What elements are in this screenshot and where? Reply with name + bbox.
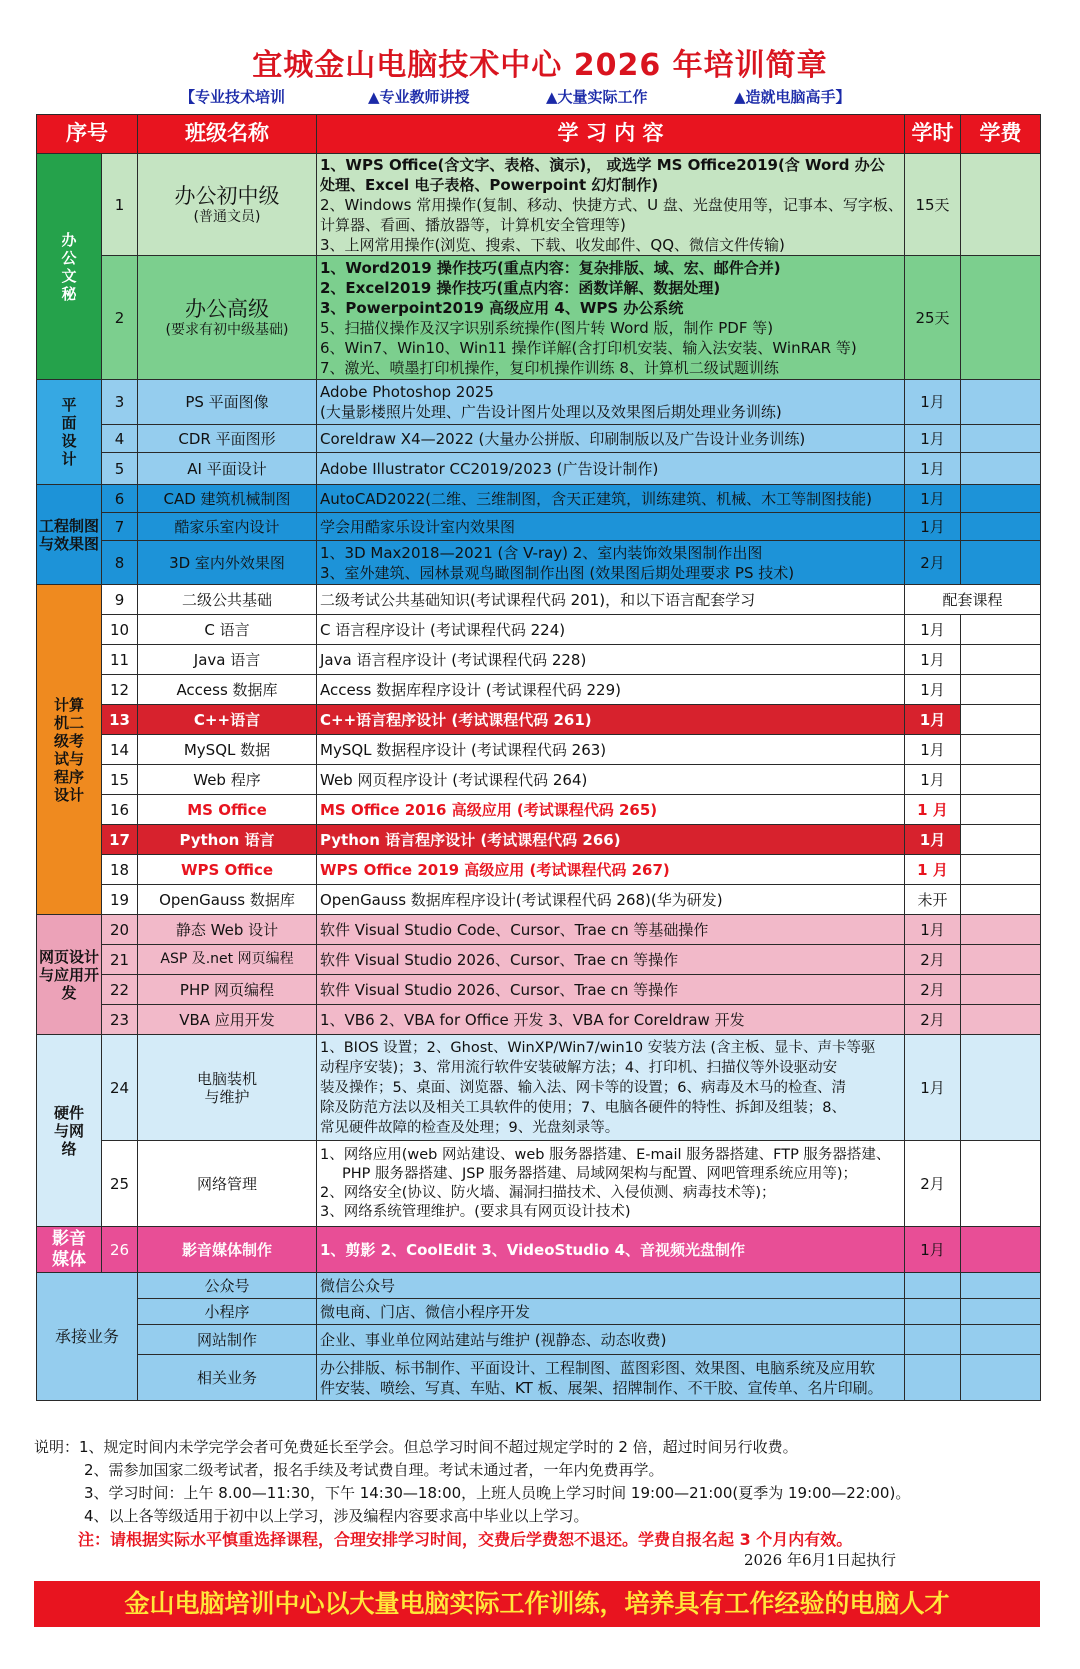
course-content: AutoCAD2022(二维、三维制图，含天正建筑，训练建筑、机械、木工等制图技能) [317,485,905,513]
row-no: 15 [102,765,138,795]
service-name: 公众号 [138,1273,317,1299]
content-line: 3、上网常用操作(浏览、搜索、下载、收发邮件、QQ、微信文件传输) [320,235,785,254]
row-no: 21 [102,945,138,975]
course-hours: 1月 [905,825,961,855]
course-hours: 未开 [905,885,961,915]
warning-note: 注：请根据实际水平慎重选择课程，合理安排学习时间，交费后学费恕不退还。学费自报名起 3 个月内有效。 [78,1530,853,1549]
course-name: 静态 Web 设计 [138,915,317,945]
content-line: 3、Powerpoint2019 高级应用 4、WPS 办公系统 [320,298,684,317]
row-no: 6 [102,485,138,513]
table-row [37,1035,1041,1141]
course-hours: 25天 [905,256,961,380]
course-subtitle: (普通文员) [193,208,261,225]
course-hours: 2月 [905,975,961,1005]
slogan-bar [180,86,940,112]
table-row [37,915,1041,945]
row-no: 19 [102,885,138,915]
course-hours: 2月 [905,945,961,975]
course-hours: 1 月 [905,855,961,885]
course-name: VBA 应用开发 [138,1005,317,1035]
note-4: 4、以上各等级适用于初中以上学习，涉及编程内容要求高中毕业以上学习。 [84,1507,589,1525]
course-hours: 1月 [905,675,961,705]
course-content: OpenGauss 数据库程序设计(考试课程代码 268)(华为研发) [317,885,905,915]
table-row [37,675,1041,705]
course-fee [961,485,1041,513]
course-content: 软件 Visual Studio 2026、Cursor、Trae cn 等操作 [317,975,905,1005]
category-exam: 计算机二级考试与程序设计 [37,585,102,915]
course-title: 办公高级 [185,296,269,321]
footer-banner: 金山电脑培训中心以大量电脑实际工作训练，培养具有工作经验的电脑人才 [34,1581,1040,1627]
course-content [317,256,905,380]
content-line: 除及防范方法以及相关工具软件的使用；7、电脑各硬件的特性、拆卸及组装；8、 [320,1099,846,1116]
course-content: Java 语言程序设计 (考试课程代码 228) [317,645,905,675]
course-content: MS Office 2016 高级应用 (考试课程代码 265) [317,795,905,825]
slogan-3: ▲大量实际工作 [546,88,648,106]
course-hours: 2月 [905,1141,961,1227]
content-line: 装及操作；5、桌面、浏览器、输入法、网卡等的设置；6、病毒及木马的检查、清 [320,1079,846,1096]
course-fee [961,380,1041,425]
course-content: Coreldraw X4—2022 (大量办公拼版、印刷制版以及广告设计业务训练) [317,425,905,453]
course-name: Access 数据库 [138,675,317,705]
course-name: PHP 网页编程 [138,975,317,1005]
row-no: 24 [102,1035,138,1141]
course-content: 软件 Visual Studio Code、Cursor、Trae cn 等基础操作 [317,915,905,945]
service-fee [961,1273,1041,1299]
course-content [317,380,905,425]
row-no: 25 [102,1141,138,1227]
course-name: PS 平面图像 [138,380,317,425]
table-row [37,1141,1041,1227]
course-name [138,154,317,256]
row-no: 7 [102,513,138,541]
row-no: 1 [102,154,138,256]
notes-section [34,1436,1044,1551]
service-name: 相关业务 [138,1355,317,1401]
course-fee [961,825,1041,855]
row-no: 16 [102,795,138,825]
category-engineering: 工程制图与效果图 [37,485,102,585]
service-name: 小程序 [138,1299,317,1325]
row-no: 23 [102,1005,138,1035]
course-fee [961,765,1041,795]
content-line: 7、激光、喷墨打印机操作，复印机操作训练 8、计算机二级试题训练 [320,358,779,377]
content-line: 1、WPS Office(含文字、表格、演示)， 或选学 MS Office2019(含 Word 办公 [320,155,885,174]
row-no: 20 [102,915,138,945]
note-3: 3、学习时间：上午 8.00—11:30，下午 14:30—18:00，上班人员晚上学习时间 19:00—21:00(夏季为 19:00—22:00)。 [84,1484,911,1502]
content-line: 常见硬件故障的检查及处理；9、光盘刻录等。 [320,1119,620,1136]
course-name: 影音媒体制作 [138,1227,317,1273]
course-name: CAD 建筑机械制图 [138,485,317,513]
course-content [317,1141,905,1227]
table-row [37,453,1041,485]
course-fee [961,735,1041,765]
table-row [37,945,1041,975]
course-hours: 1月 [905,915,961,945]
header-name: 班级名称 [138,115,317,154]
course-content [317,154,905,256]
row-no: 3 [102,380,138,425]
row-no: 11 [102,645,138,675]
course-hours: 1月 [905,735,961,765]
content-line: 计算器、看画、播放器等，计算机安全管理等) [320,215,626,234]
table-header [37,115,1041,154]
table-row [37,485,1041,513]
table-row [37,705,1041,735]
course-hours: 2月 [905,1005,961,1035]
header-no: 序号 [37,115,138,154]
course-content [317,1035,905,1141]
course-hours: 1月 [905,1227,961,1273]
course-content: C 语言程序设计 (考试课程代码 224) [317,615,905,645]
course-fee [961,945,1041,975]
row-no: 5 [102,453,138,485]
content-line: 1、3D Max2018—2021 (含 V-ray) 2、室内装饰效果图制作出图 [320,543,763,562]
service-fee [961,1325,1041,1355]
course-name: 3D 室内外效果图 [138,541,317,585]
course-hours: 1月 [905,453,961,485]
row-no: 26 [102,1227,138,1273]
course-subtitle: (要求有初中级基础) [165,321,289,338]
course-name: C 语言 [138,615,317,645]
course-content: 1、剪影 2、CoolEdit 3、VideoStudio 4、音视频光盘制作 [317,1227,905,1273]
course-name: AI 平面设计 [138,453,317,485]
table-row [37,1355,1041,1401]
row-no: 8 [102,541,138,585]
course-hours: 1月 [905,705,961,735]
row-no: 14 [102,735,138,765]
content-line: 3、室外建筑、园林景观鸟瞰图制作出图 (效果图后期处理要求 PS 技术) [320,563,795,582]
course-content: Adobe Illustrator CC2019/2023 (广告设计制作) [317,453,905,485]
page-title: 宜城金山电脑技术中心 2026 年培训简章 [252,48,828,83]
service-content: 微信公众号 [317,1273,905,1299]
course-content: 1、VB6 2、VBA for Office 开发 3、VBA for Coreldraw 开发 [317,1005,905,1035]
course-hours: 1月 [905,485,961,513]
course-hours: 2月 [905,541,961,585]
course-content: Python 语言程序设计 (考试课程代码 266) [317,825,905,855]
table-row [37,585,1041,615]
content-line: 2、网络安全(协议、防火墙、漏洞扫描技术、入侵侦测、病毒技术等)； [320,1184,776,1201]
course-hours: 1月 [905,425,961,453]
content-line: (大量影楼照片处理、广告设计图片处理以及效果图后期处理业务训练) [320,403,782,421]
table-row [37,1325,1041,1355]
content-line: 3、网络系统管理维护。(要求具有网页设计技术) [320,1203,631,1220]
service-hours [905,1299,961,1325]
service-fee [961,1355,1041,1401]
course-content [317,541,905,585]
course-name: C++语言 [138,705,317,735]
content-line: Adobe Photoshop 2025 [320,383,494,401]
category-design: 平面设计 [37,380,102,485]
course-name: Python 语言 [138,825,317,855]
course-fee [961,425,1041,453]
course-fee [961,1035,1041,1141]
table-row [37,765,1041,795]
service-hours [905,1325,961,1355]
course-name: 网络管理 [138,1141,317,1227]
table-row [37,425,1041,453]
category-hardware: 硬件与网络 [37,1035,102,1227]
course-content: MySQL 数据程序设计 (考试课程代码 263) [317,735,905,765]
course-title: 办公初中级 [174,183,280,208]
course-name: WPS Office [138,855,317,885]
table-row [37,975,1041,1005]
course-hours: 1 月 [905,795,961,825]
table-row [37,855,1041,885]
course-fee [961,615,1041,645]
slogan-2: ▲专业教师讲授 [368,88,470,106]
course-hours: 1月 [905,765,961,795]
course-fee [961,795,1041,825]
course-content: 学会用酷家乐设计室内效果图 [317,513,905,541]
course-name: 二级公共基础 [138,585,317,615]
course-fee [961,1005,1041,1035]
header-hours: 学时 [905,115,961,154]
service-fee [961,1299,1041,1325]
course-content: 二级考试公共基础知识(考试课程代码 201)，和以下语言配套学习 [317,585,905,615]
table-row [37,645,1041,675]
table-row [37,1273,1041,1299]
slogan-1: 【专业技术培训 [180,88,286,106]
service-content: 企业、事业单位网站建站与维护 (视静态、动态收费) [317,1325,905,1355]
service-hours [905,1273,961,1299]
course-name [138,1035,317,1141]
service-hours [905,1355,961,1401]
course-content: C++语言程序设计 (考试课程代码 261) [317,705,905,735]
table-row [37,380,1041,425]
course-title: 电脑装机 [196,1069,257,1088]
course-name: 酷家乐室内设计 [138,513,317,541]
course-hours: 1月 [905,1035,961,1141]
table-row [37,1005,1041,1035]
row-no: 9 [102,585,138,615]
row-no: 10 [102,615,138,645]
course-fee [961,705,1041,735]
header-fee: 学费 [961,115,1041,154]
note-2: 2、需参加国家二级考试者，报名手续及考试费自理。考试未通过者，一年内免费再学。 [84,1461,664,1479]
category-media: 影音媒体 [37,1227,102,1273]
content-line: 1、BIOS 设置；2、Ghost、WinXP/Win7/win10 安装方法 (含主板、显卡、声卡等驱 [320,1039,876,1056]
service-content [317,1355,905,1401]
effective-date: 2026 年6月1日起执行 [744,1551,897,1569]
course-name: CDR 平面图形 [138,425,317,453]
row-no: 22 [102,975,138,1005]
content-line: PHP 服务器搭建、JSP 服务器搭建、局域网架构与配置、网吧管理系统应用等)； [342,1165,857,1182]
service-content: 微电商、门店、微信小程序开发 [317,1299,905,1325]
course-content: Access 数据库程序设计 (考试课程代码 229) [317,675,905,705]
table-row [37,154,1041,256]
content-line: 1、网络应用(web 网站建设、web 服务器搭建、E-mail 服务器搭建、FTP 服务器搭建、 [320,1146,891,1163]
table-row [37,825,1041,855]
course-hours: 1月 [905,645,961,675]
note-1: 说明：1、规定时间内未学完学会者可免费延长至学会。但总学习时间不超过规定学时的 2 倍，超过时间另行收费。 [34,1438,798,1456]
course-fee [961,645,1041,675]
course-name: OpenGauss 数据库 [138,885,317,915]
table-row [37,735,1041,765]
table-row [37,541,1041,585]
row-no: 12 [102,675,138,705]
course-content: Web 网页程序设计 (考试课程代码 264) [317,765,905,795]
table-row [37,1227,1041,1273]
course-table [36,114,1041,1401]
course-content: 软件 Visual Studio 2026、Cursor、Trae cn 等操作 [317,945,905,975]
course-fee [961,855,1041,885]
table-row [37,513,1041,541]
course-fee [961,256,1041,380]
course-hours: 1月 [905,380,961,425]
course-title-line2: 与维护 [204,1087,250,1106]
content-line: 件安装、喷绘、写真、车贴、KT 板、展架、招牌制作、不干胶、宣传单、名片印刷。 [320,1378,883,1397]
course-fee [961,453,1041,485]
service-name: 网站制作 [138,1325,317,1355]
course-fee [961,975,1041,1005]
content-line: 5、扫描仪操作及汉字识别系统操作(图片转 Word 版，制作 PDF 等) [320,318,774,337]
table-row [37,615,1041,645]
content-line: 6、Win7、Win10、Win11 操作详解(含打印机安装、输入法安装、WinRAR 等) [320,338,857,357]
course-fee [961,1227,1041,1273]
course-hours: 15天 [905,154,961,256]
course-fee [961,154,1041,256]
course-hours: 1月 [905,615,961,645]
table-row [37,885,1041,915]
course-fee [961,541,1041,585]
course-hours: 1月 [905,513,961,541]
row-no: 17 [102,825,138,855]
row-no: 13 [102,705,138,735]
course-name: ASP 及.net 网页编程 [138,945,317,975]
course-fee [961,1141,1041,1227]
course-fee [961,513,1041,541]
course-name: MySQL 数据 [138,735,317,765]
course-name: Java 语言 [138,645,317,675]
row-no: 4 [102,425,138,453]
category-web: 网页设计与应用开发 [37,915,102,1035]
content-line: 1、Word2019 操作技巧(重点内容：复杂排版、域、宏、邮件合并) [320,258,781,277]
content-line: 处理、Excel 电子表格、Powerpoint 幻灯制作) [320,175,659,194]
row-no: 2 [102,256,138,380]
row-no: 18 [102,855,138,885]
course-fee [961,675,1041,705]
course-name: MS Office [138,795,317,825]
slogan-4: ▲造就电脑高手】 [734,88,851,106]
course-content: WPS Office 2019 高级应用 (考试课程代码 267) [317,855,905,885]
table-row [37,795,1041,825]
content-line: 办公排版、标书制作、平面设计、工程制图、蓝图彩图、效果图、电脑系统及应用软 [320,1358,876,1377]
table-row [37,256,1041,380]
course-name: Web 程序 [138,765,317,795]
content-line: 2、Excel2019 操作技巧(重点内容：函数详解、数据处理) [320,278,721,297]
category-office: 办公文秘 [37,154,102,380]
course-fee [961,915,1041,945]
category-business: 承接业务 [37,1273,138,1401]
course-name [138,256,317,380]
content-line: 动程序安装)；3、常用流行软件安装破解方法；4、打印机、扫描仪等外设驱动安 [320,1059,838,1076]
course-hours: 配套课程 [905,585,1041,615]
course-fee [961,885,1041,915]
content-line: 2、Windows 常用操作(复制、移动、快捷方式、U 盘、光盘使用等，记事本、写字板、 [320,195,903,214]
table-row [37,1299,1041,1325]
header-content: 学 习 内 容 [317,115,905,154]
